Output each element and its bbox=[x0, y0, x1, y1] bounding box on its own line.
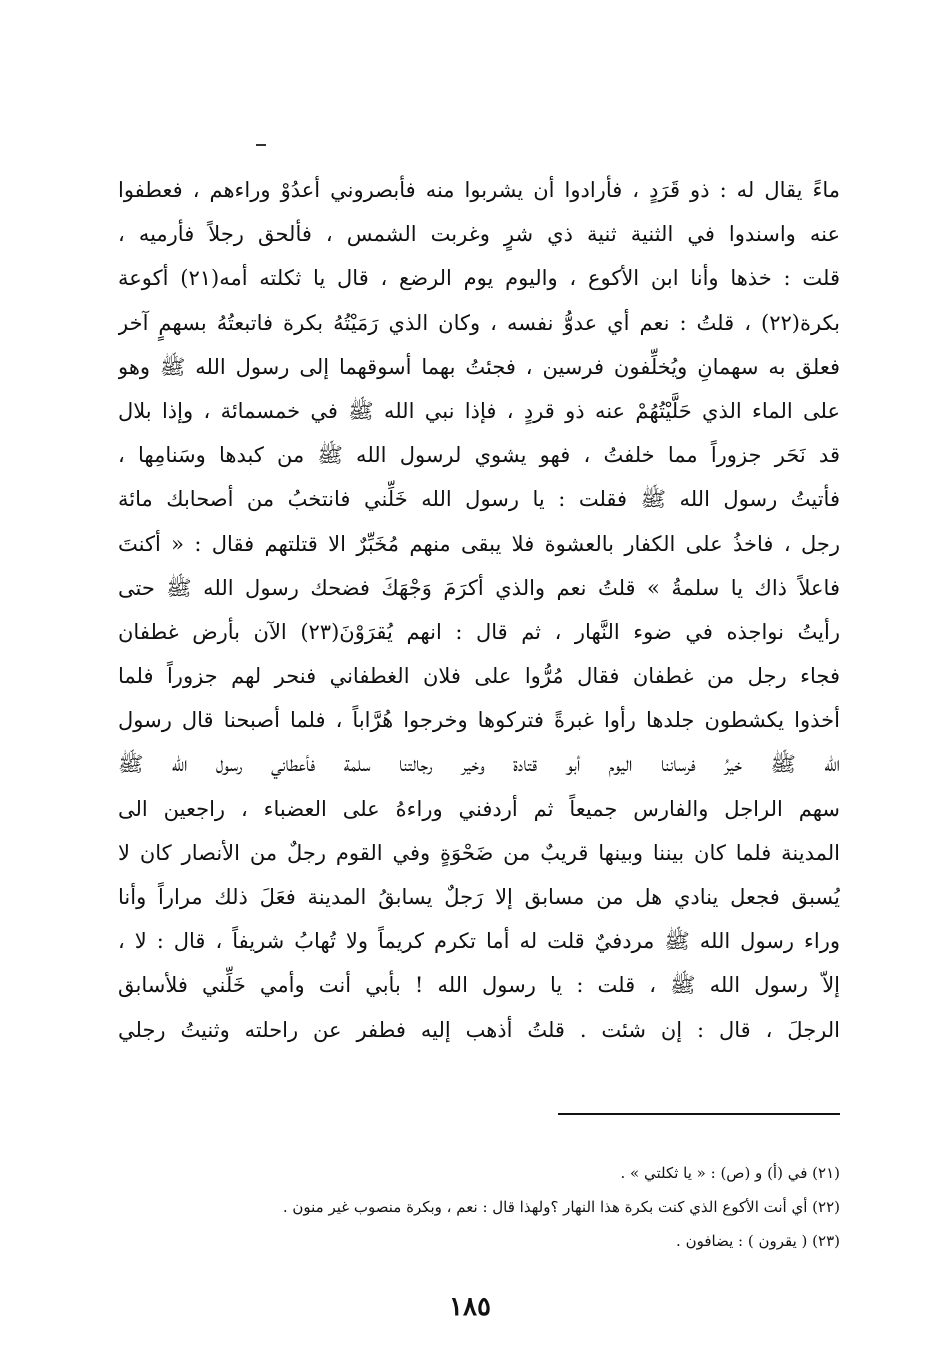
footnotes bbox=[160, 1156, 840, 1258]
text-line: رجل ، فاخذُ على الكفار بالعشوة فلا يبقى منهم مُخَبِّرٌ الا قتلتهم فقال : « أكنتَ bbox=[118, 531, 840, 556]
page-number: ١٨٥ bbox=[449, 1292, 491, 1322]
body-text bbox=[118, 168, 840, 1052]
text-line: قلت : خذها وأنا ابن الأكوع ، واليوم يوم الرضع ، قال يا ثكلته أمه(٢١) أكوعة bbox=[118, 266, 840, 291]
text-line: فاعلاً ذاك يا سلمةُ » قلتُ نعم والذي أكرَمَ وَجْهَكَ فضحك رسول الله ﷺ حتى bbox=[118, 575, 840, 600]
text-line: عنه واسندوا في الثنية ثنية ذي شرٍ وغربت الشمس ، فألحق رجلاً فأرميه ، bbox=[118, 222, 840, 247]
text-line: قد نَحَر جزوراً مما خلفتُ ، فهو يشوي لرسول الله ﷺ من كبدها وسَنامِها ، bbox=[118, 443, 840, 468]
footnote-divider bbox=[558, 1113, 840, 1115]
text-line: الرجلَ ، قال : إن شئت . قلتُ أذهب إليه فطفر عن راحلته وثنيتُ رجلي bbox=[118, 1017, 840, 1042]
text-line: الله ﷺ خيرُ فرساننا اليوم أبو قتادة وخير رجالتنا سلمة فأعطاني رسول الله ﷺ bbox=[118, 752, 840, 777]
top-mark bbox=[256, 144, 266, 146]
text-line: يُسبق فجعل ينادي هل من مسابق إلا رَجلٌ يسابقُ المدينة فعَلَ ذلك مراراً وأنا bbox=[118, 885, 840, 909]
text-line: إلاّ رسول الله ﷺ ، قلت : يا رسول الله ! بأبي أنت وأمي خَلِّني فلأسابق bbox=[118, 973, 840, 998]
text-line: أخذوا يكشطون جلدها رأوا غبرةً فتركوها وخرجوا هُرَّاباً ، فلما أصبحنا قال رسول bbox=[118, 708, 840, 733]
footnote: (٢٣) ( يقرون ) : يضافون . bbox=[676, 1232, 840, 1250]
text-line: وراء رسول الله ﷺ مردفيٌ قلت له أما تكرم كريماً ولا تُهابُ شريفاً ، قال : لا ، bbox=[118, 929, 840, 954]
footnote: (٢٢) أي أنت الأكوع الذي كنت بكرة هذا النهار ؟ولهذا قال : نعم ، وبكرة منصوب غير منون . bbox=[282, 1198, 840, 1216]
text-line: على الماء الذي حَلَّيْتُهُمْ عنه ذو قردٍ ، فإذا نبي الله ﷺ في خمسمائة ، وإذا بلال bbox=[118, 398, 840, 423]
text-line: فعلق به سهمانِ ويُخلِّفون فرسين ، فجئتُ بهما أسوقهما إلى رسول الله ﷺ وهو bbox=[118, 354, 840, 379]
text-line: المدينة فلما كان بيننا وبينها قريبٌ من ضَحْوَةٍ وفي القوم رجلٌ من الأنصار كان لا bbox=[118, 840, 840, 865]
text-line: فجاء رجل من غطفان فقال مُرُّوا على فلان الغطفاني فنحر لهم جزوراً فلما bbox=[118, 664, 840, 689]
footnote: (٢١) في (أ) و (ص) : « يا ثكلتي » . bbox=[620, 1164, 840, 1182]
text-line: ماءً يقال له : ذو قَرَدٍ ، فأرادوا أن يشربوا منه فأبصروني أعدُوْ وراءهم ، فعطفوا bbox=[118, 178, 840, 202]
text-line: بكرة(٢٢) ، قلتُ : نعم أي عدوُّ نفسه ، وكان الذي رَمَيْتُهُ بكرة فاتبعتُهُ بسهمٍ آخر bbox=[118, 310, 840, 335]
text-line: سهم الراجل والفارس جميعاً ثم أردفني وراءهُ على العضباء ، راجعين الى bbox=[118, 796, 840, 821]
text-line: رأيتُ نواجذه في ضوء النَّهار ، ثم قال : انهم يُقرَوْنَ(٢٣) الآن بأرض غطفان bbox=[118, 619, 840, 644]
text-line: فأتيتُ رسول الله ﷺ فقلت : يا رسول الله خَلِّني فانتخبُ من أصحابك مائة bbox=[118, 487, 840, 512]
